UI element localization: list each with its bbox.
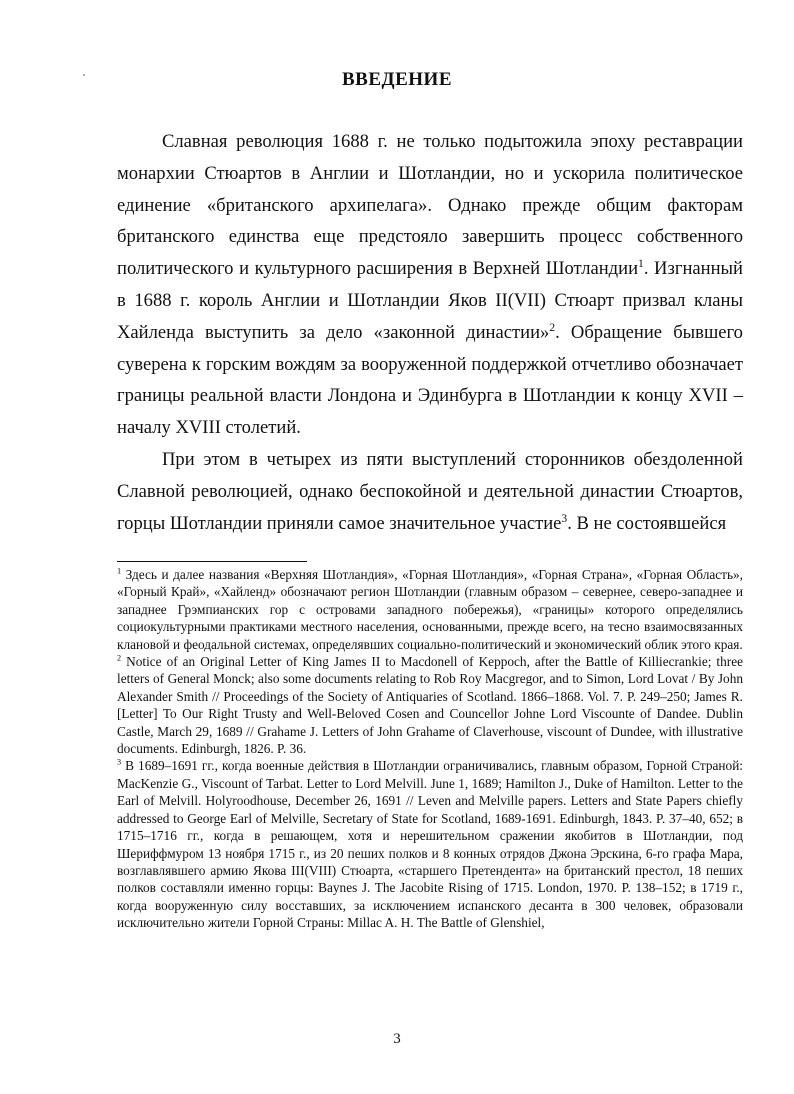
paragraph-text: . Обращение бывшего суверена к горским вождям за вооруженной поддержкой отчетливо обозначает границы реальной власти Лондона и Эдинбурга в Шотландии к концу XVII – началу XVIII столетий.: [117, 321, 743, 439]
paragraph-1: [117, 126, 743, 444]
footnote-number: 2: [117, 653, 122, 663]
footnote-number: 1: [117, 566, 122, 576]
page-title: ВВЕДЕНИЕ: [342, 69, 452, 90]
paragraph-text: Славная революция 1688 г. не только подытожила эпоху реставрации монархии Стюартов в Англии и Шотландии, но и ускорила политическое единение «британского архипелага». Однако прежде общим факторам британского единства еще предстояло завершить процесс собственного политического и культурного расширения в Верхней Шотландии: [117, 131, 743, 280]
paragraph-2: [117, 444, 743, 539]
footnote-2: [117, 653, 743, 757]
footnote-text: Здесь и далее названия «Верхняя Шотландия», «Горная Шотландия», «Горная Страна», «Горная Область», «Горный Край», «Хайленд» обозначают регион Шотландии (главным образом – севернее, северо-западнее и западнее Грэмпианских гор с островами западного побережья), «границы» которого определялись социокультурными практиками местного населения, основанными, прежде всего, на тесно взаимосвязанных клановой и феодальной системах, определявших социально-политический и экономический облик этого края.: [117, 567, 743, 652]
page-number: 3: [393, 1031, 401, 1047]
paragraph-text: . В не состоявшейся: [567, 512, 727, 534]
paragraph-text: . Изгнанный в 1688 г. король Англии и Шотландии Яков II(VII) Стюарт призвал кланы Хайленда выступить за дело «законной династии»: [117, 258, 744, 343]
footnote-separator: [117, 561, 307, 562]
footnote-1: [117, 566, 743, 653]
footnote-3: [117, 757, 743, 931]
main-text: [117, 126, 743, 539]
footnote-ref: 2: [549, 321, 556, 334]
footnote-ref: 3: [561, 512, 568, 525]
paragraph-text: При этом в четырех из пяти выступлений сторонников обездоленной Славной революцией, однако беспокойной и деятельной династии Стюартов, горцы Шотландии приняли самое значительное участие: [117, 448, 743, 534]
footnote-text: Notice of an Original Letter of King James II to Macdonell of Keppoch, after the Battle of Killiecrankie; three letters of General Monck; also some documents relating to Rob Roy Macgregor, and to Simon, Lord Lovat / By John Alexander Smith // Proceedings of the Society of Antiquaries of Scotland. 1866–1868. Vol. 7. P. 249–250; James R. [Letter] To Our Right Trusty and Well-Beloved Cosen and Councellor Johne Lord Viscounte of Dandee. Dublin Castle, March 29, 1689 // Grahame J. Letters of John Grahame of Claverhouse, viscount of Dundee, with illustrative documents. Edinburgh, 1826. P. 36.: [117, 654, 744, 757]
footnotes: [117, 566, 743, 932]
footnote-number: 3: [117, 758, 122, 768]
footnote-text: В 1689–1691 гг., когда военные действия в Шотландии ограничивались, главным образом, Горной Страной: MacKenzie G., Viscount of Tarbat. Letter to Lord Melvill. June 1, 1689; Hamilton J., Duke of Hamilton. Letter to the Earl of Melvill. Holyroodhouse, December 26, 1691 // Leven and Melville papers. Letters and State Papers chiefly addressed to George Earl of Melville, Secretary of State for Scotland, 1689-1691. Edinburgh, 1843. P. 37–40, 652; в 1715–1716 гг., когда в решающем, хотя и нерешительном сражении якобитов в Шотландии, под Шериффмуром 13 ноября 1715 г., из 20 пеших полков и 8 конных отрядов Джона Эрскина, 6-го графа Мара, возглавлявшего армию Якова III(VIII) Стюарта, «старшего Претендента» на британский престол, 18 пеших полков составляли именно горцы: Baynes J. The Jacobite Rising of 1715. London, 1970. P. 138–152; в 1719 г., когда вооруженную силу восставших, за исключением испанского десанта в 300 человек, образовали исключительно жители Горной Страны: Millac A. H. The Battle of Glenshiel,: [117, 758, 744, 931]
footnote-ref: 1: [638, 258, 644, 270]
